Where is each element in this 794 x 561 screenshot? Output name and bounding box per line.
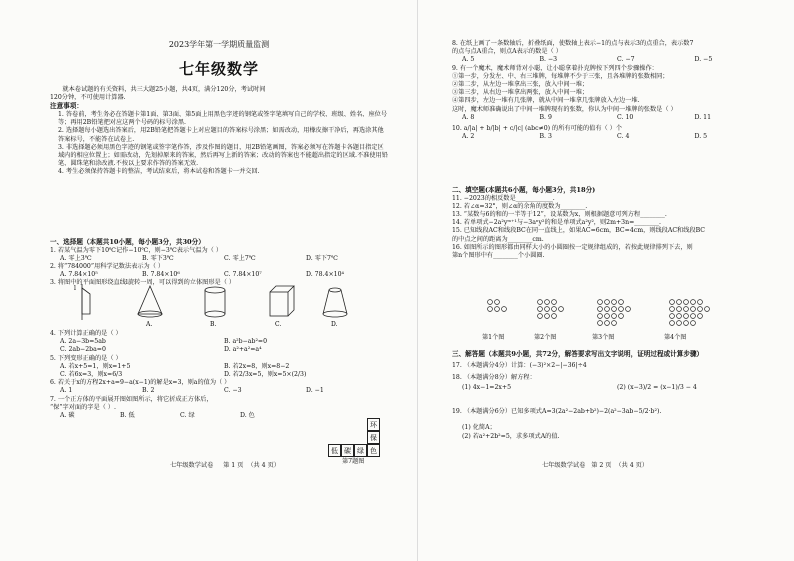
pattern-circle: [552, 314, 557, 319]
net-cell: 环: [367, 418, 380, 431]
pattern-circle: [705, 307, 710, 312]
pattern-circle: [691, 300, 696, 305]
option: B. 低: [120, 411, 135, 419]
question-9-options: [452, 114, 772, 122]
pattern-caption: 第1个图: [482, 334, 505, 341]
axis-label-l: l: [74, 285, 76, 292]
option: A. 2a−3b=5ab: [60, 338, 106, 346]
pattern-circle: [598, 314, 603, 319]
pattern-circle: [605, 300, 610, 305]
question-5-options-1: [50, 363, 388, 371]
pattern-circle: [605, 314, 610, 319]
pattern-circle: [538, 307, 543, 312]
option: A. 2: [462, 133, 475, 141]
exam-subject-title: 七年级数学: [178, 60, 259, 78]
option: B. −3: [539, 56, 558, 64]
pattern-circle: [612, 321, 617, 326]
pattern-circle: [691, 321, 696, 326]
question-10: 10. a/|a| + b/|b| + c/|c| (abc≠0) 的所有可能的值有（ ）个: [452, 124, 623, 132]
option: B. 3: [539, 133, 552, 141]
question-19-part-1: (1) 化简A；: [462, 424, 496, 432]
figure-label-d: D.: [331, 321, 338, 328]
pattern-circle: [559, 307, 564, 312]
option: C. 绿: [180, 411, 195, 419]
right-footer: [542, 462, 648, 470]
question-9: 9. 有一个魔术，魔术师背对小聪，让小聪拿着扑克牌按下列四个步骤操作：: [452, 64, 658, 72]
pattern-circle: [552, 307, 557, 312]
cylinder-figure: [205, 287, 225, 317]
question-3: 3. 将图中的平面图形绕直线l旋转一周，可以得到的立体图形是（ ）: [50, 279, 236, 287]
left-page: [50, 0, 388, 561]
question-9-step-3: ③第三步，从右边一堆拿出两张，放入中间一堆；: [452, 89, 589, 97]
option: D. 零下7℃: [306, 254, 338, 262]
option: A. 1: [60, 387, 73, 395]
pattern-circle: [670, 300, 675, 305]
pattern-circle: [626, 307, 631, 312]
net-cell: 碳: [341, 444, 354, 457]
pattern-circle: [670, 314, 675, 319]
question-4-options-2: [50, 346, 388, 354]
net-cell: 色: [367, 444, 380, 457]
option: D. 色: [240, 411, 255, 419]
question-10-options: [452, 133, 772, 141]
pattern-circle: [538, 314, 543, 319]
question-2: 2. 将“784000”用科学记数法表示为（ ）: [50, 263, 165, 271]
option: B. 若2x=8，则x=8−2: [224, 362, 290, 370]
note-3: 3. 非选择题必须用黑色字迹的钢笔或签字笔作答，涉及作图的题目，用2B铅笔画图，答案必须写在答题卡各题目指定区域内的相应位置上；如需改动，先划掉原来的答案，然后再写上新的答案；改动的答案也不能超出指定的区域.不准使用铅笔、圆珠笔和涂改液.不按以上要求作答的答案无效.: [58, 143, 388, 168]
prism-figure: [270, 286, 294, 316]
q7-figure-caption: 第7题图: [342, 458, 365, 465]
section-3-title: 三、解答题（本题共9小题，共72分，解答要求写出文字说明，证明过程或计算步骤）: [452, 350, 704, 358]
pattern-circle: [545, 307, 550, 312]
section-1-title: 一、选择题（本题共10小题，每小题3分，共30分）: [50, 238, 205, 246]
question-7-line-1: 7. 一个正方体的平面展开图如图所示，将它折成正方体后，: [50, 395, 213, 403]
question-9-step-5: 这时，魔术师准确说出了中间一堆牌现有的张数，你认为中间一堆牌的张数是（ ）: [452, 105, 677, 113]
question-9-step-4: ④第四步，左边一堆有几张牌，就从中间一堆拿几张牌放入左边一堆.: [452, 97, 640, 105]
pattern-circle: [670, 307, 675, 312]
question-17: 17. （本题满分4分）计算：(−3)²×2−|−36|÷4: [452, 361, 587, 369]
option: B. 2: [142, 387, 155, 395]
option: C. 4: [617, 133, 630, 141]
question-19-part-2: (2) 若a²+2b²=5，求多项式A的值.: [462, 432, 560, 440]
question-6: 6. 若关于x的方程2x+a=9−a(x−1)的解是x=3，则a的值为（ ）: [50, 379, 231, 387]
option: B. a²b−ab²=0: [224, 338, 268, 346]
net-cell: 保: [367, 431, 380, 444]
pattern-circle: [698, 314, 703, 319]
footer-total: （共 4 页）: [615, 462, 649, 469]
pattern-circle: [495, 300, 500, 305]
intro-text-2: 120分钟，不可使用计算器.: [50, 94, 126, 102]
pattern-circle: [677, 307, 682, 312]
question-13: 13. “某数与6的和的一半等于12”，设某数为x，则根据题意可列方程________.: [452, 211, 667, 219]
pattern-circle: [495, 307, 500, 312]
question-9-step-1: ①第一步，分发左、中、右三堆牌，每堆牌不少于三张，且各堆牌的张数相同；: [452, 72, 669, 80]
option: C. 10: [617, 113, 634, 121]
question-4-options-1: [50, 338, 388, 346]
section-1: [50, 238, 388, 288]
option: C. 2ab−2ba=0: [60, 346, 106, 354]
question-12: 12. 若∠α=32°，则∠α的余角的度数为________.: [452, 202, 588, 210]
pattern-circle: [488, 307, 493, 312]
option: A. 碳: [60, 411, 75, 419]
pattern-circle: [598, 321, 603, 326]
question-15-line-1: 15. 已知线段AC和线段BC在同一直线上，如果AC=6cm，BC=4cm，则线段AC和线段BC: [452, 227, 706, 235]
option: C. 7.84×10⁷: [224, 271, 262, 279]
pattern-circle: [612, 307, 617, 312]
option: D. a²+a²=a⁴: [224, 346, 262, 354]
option: B. 9: [539, 113, 552, 121]
question-14: 14. 若单项式−2a²yᵐ⁺¹与−3aⁿy²的和是单项式a²y²，则2m+3n=________.: [452, 219, 661, 227]
question-8-options: [452, 56, 772, 64]
option: D. −5: [694, 56, 713, 64]
pattern-circle: [619, 314, 624, 319]
pattern-circle: [612, 314, 617, 319]
option: C. 若6x=3，则x=6/3: [60, 370, 123, 378]
q16-captions: [482, 334, 742, 342]
pattern-circle: [552, 300, 557, 305]
option: D. 11: [694, 113, 712, 121]
question-16-line-1: 16. 如图所示的图形都由同样大小的小圆圈按一定规律组成的，若按此规律排列下去，则: [452, 243, 693, 251]
rotation-shape-figure: [82, 284, 90, 320]
footer-label: 七年级数学试卷: [542, 462, 586, 469]
option: D. 5: [694, 133, 708, 141]
question-8-line-1: 8. 在纸上画了一条数轴后，折叠纸面，使数轴上表示−1的点与表示3的点重合，表示数7: [452, 40, 694, 47]
question-5: 5. 下列变形正确的是（ ）: [50, 354, 122, 362]
frustum-figure: [323, 288, 347, 317]
pattern-circle: [698, 307, 703, 312]
question-15-line-2: 的中点之间的距离为________cm.: [452, 235, 544, 243]
right-page: [452, 0, 772, 561]
pattern-circle: [684, 321, 689, 326]
question-19: 19. （本题满分6分）已知多项式A=3(2a²−2ab+b²)−2(a²−3ab−5/2·b²).: [452, 408, 662, 416]
option: B. 零下3℃: [142, 254, 174, 262]
pattern-circle: [605, 307, 610, 312]
option: A. 零上3℃: [60, 254, 92, 262]
questions-4-7: [50, 330, 388, 420]
footer-total: （共 4 页）: [247, 462, 280, 469]
pattern-circle: [684, 300, 689, 305]
pattern-circle: [502, 307, 507, 312]
pattern-circle: [545, 314, 550, 319]
option: A. 8: [462, 113, 475, 121]
section-2-title: 二、填空题(本题共6小题，每小题3分，共18分): [452, 186, 596, 194]
pattern-caption: 第4个图: [664, 334, 687, 341]
option: D. 若2/3x=5，则x=5×(2/3): [224, 370, 307, 378]
footer-page: 第 2 页: [591, 462, 612, 469]
notice-title: 注意事项：: [50, 102, 83, 111]
question-3-figures: [70, 284, 370, 328]
section-2: [452, 186, 772, 260]
option: C. 零上7℃: [224, 254, 256, 262]
question-8-line-2: 的点与点A重合，则点A表示的数是（ ）: [452, 48, 562, 56]
option: C. −3: [224, 387, 242, 395]
figure-label-b: B.: [210, 321, 217, 328]
option: A. 5: [462, 56, 475, 64]
pattern-circle: [545, 300, 550, 305]
question-1-options: [50, 255, 388, 263]
pattern-circle: [598, 300, 603, 305]
pattern-circle: [605, 321, 610, 326]
net-cell: 低: [328, 444, 341, 457]
pattern-caption: 第2个图: [534, 334, 557, 341]
questions-8-10: [452, 40, 772, 141]
option: D. −1: [306, 387, 324, 395]
note-4: 4. 考生必须保持答题卡的整洁，考试结束后，将本试卷和答题卡一并交回.: [58, 168, 260, 176]
question-7-options: [50, 412, 300, 420]
equation-part: (1) 4x−1=2x+5: [462, 384, 512, 392]
question-18: 18. （本题满分8分）解方程：: [452, 373, 536, 381]
option: A. 7.84×10⁵: [60, 271, 98, 279]
question-7-line-2: “保”字对面的字是（ ）.: [50, 403, 116, 411]
question-4: 4. 下列计算正确的是（ ）: [50, 330, 122, 337]
intro-text-1: 就本卷试题的有关资料，共三大题25小题，共4页，满分120分，考试时间: [62, 86, 266, 93]
pattern-circle: [538, 300, 543, 305]
pattern-circle: [598, 307, 603, 312]
pattern-circle: [670, 321, 675, 326]
equation-part: (2) (x−3)/2 = (x−1)/3 − 4: [617, 384, 697, 392]
pattern-circle: [691, 314, 696, 319]
note-2: 2. 选择题每小题选出答案后，用2B铅笔把答题卡上对应题目的答案标号涂黑；如需改动，用橡皮擦干净后，再选涂其他答案标号，不能答在试卷上.: [58, 127, 384, 143]
pattern-circle: [612, 300, 617, 305]
question-18-parts: [452, 384, 772, 392]
pattern-circle: [684, 307, 689, 312]
question-9-step-2: ②第二步，从左边一堆拿出三张，放入中间一堆；: [452, 80, 589, 88]
page-fold: [417, 0, 418, 561]
pattern-circle: [619, 307, 624, 312]
option: B. 7.84×10⁶: [142, 271, 180, 279]
option: A. 若x+5=1，则x=1+5: [60, 362, 131, 370]
figure-label-a: A.: [146, 321, 153, 328]
question-1: 1. 若某气温为零下10℃记作−10℃，则−3℃表示气温为（ ）: [50, 246, 223, 254]
pattern-circle: [684, 314, 689, 319]
option: D. 78.4×10⁴: [306, 271, 344, 279]
intro-block: [50, 86, 388, 177]
pattern-circle: [677, 300, 682, 305]
note-1: 1. 答卷前，考生务必在答题卡第1面、第3面、第5面上用黑色字迹的钢笔或签字笔填写自己的学校、班级、姓名、座位号等；再用2B铅笔把对应这两个号码的标号涂黑.: [58, 111, 388, 127]
pattern-circle: [691, 307, 696, 312]
pattern-circle: [619, 300, 624, 305]
cone-figure: [138, 286, 162, 317]
pattern-caption: 第3个图: [592, 334, 615, 341]
question-5-options-2: [50, 371, 388, 379]
question-16-line-2: 第n个图形中有________个小圆圈.: [452, 252, 545, 260]
footer-page: 第 1 页: [223, 462, 244, 469]
pattern-circle: [698, 300, 703, 305]
footer-label: 七年级数学试卷: [170, 462, 214, 469]
pattern-circle: [677, 314, 682, 319]
section-3: [452, 350, 772, 441]
question-11: 11. −2023的相反数是____________.: [452, 194, 555, 202]
pattern-circle: [677, 321, 682, 326]
pattern-circle: [488, 300, 493, 305]
option: C. −7: [617, 56, 635, 64]
question-6-options: [50, 387, 388, 395]
exam-year-title: 2023学年第一学期质量监测: [168, 40, 270, 49]
net-cell: 绿: [354, 444, 367, 457]
left-footer: [170, 462, 280, 470]
figure-label-c: C.: [275, 321, 282, 328]
